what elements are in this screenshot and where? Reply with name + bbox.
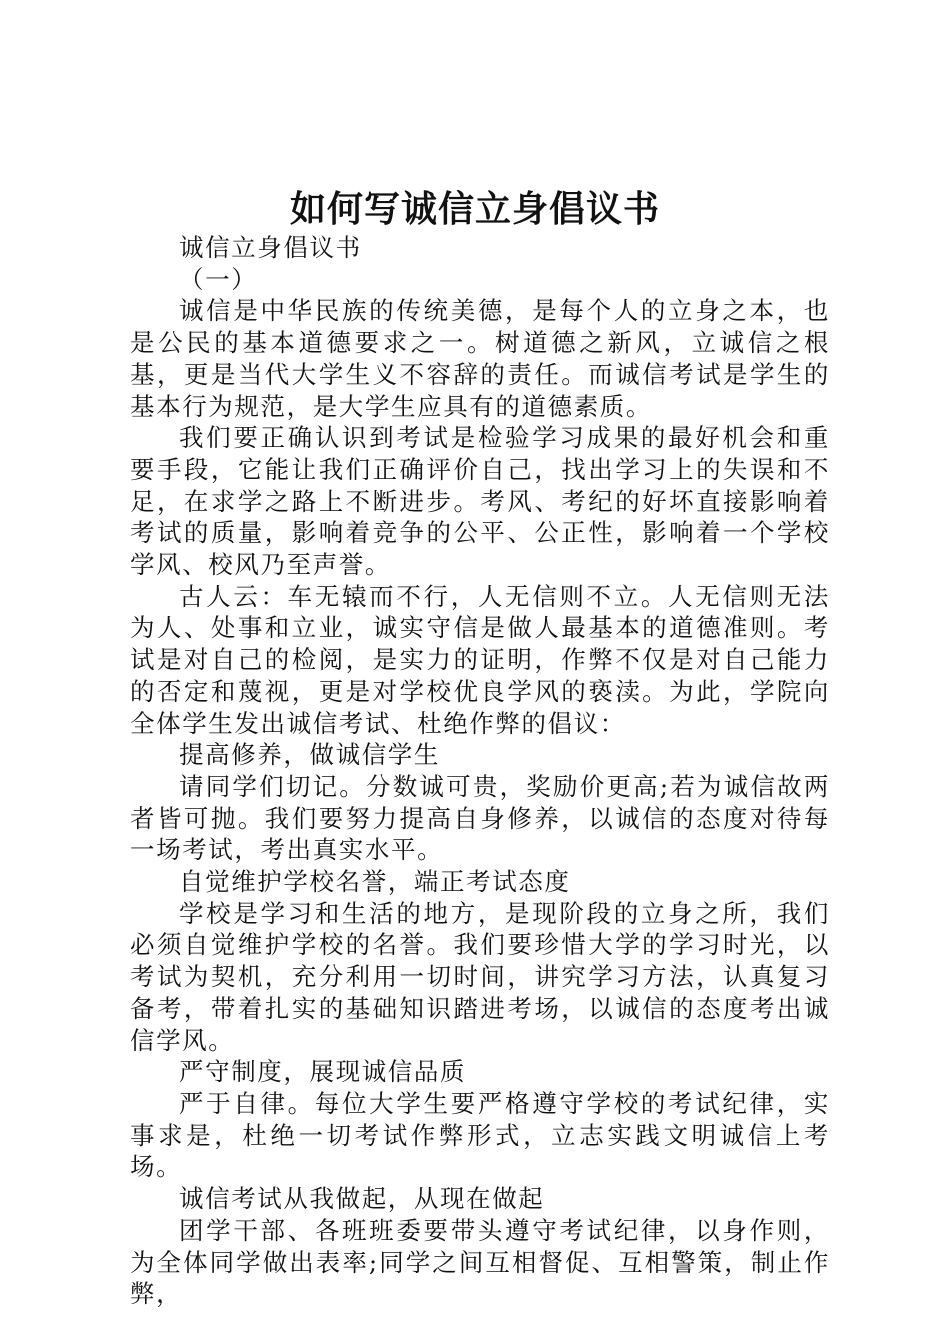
document-body — [130, 232, 830, 1310]
doc-heading: 提高修养，做诚信学生 — [179, 740, 440, 770]
document-title: 如何写诚信立身倡议书 — [289, 188, 660, 230]
doc-heading: 严守制度，展现诚信品质 — [179, 1057, 467, 1087]
doc-heading: 自觉维护学校名誉，端正考试态度 — [179, 867, 571, 897]
doc-paragraph: 严于自律。每位大学生要严格遵守学校的考试纪律，实事求是，杜绝一切考试作弊形式，立志实践文明诚信上考场。 — [130, 1088, 830, 1182]
doc-paragraph: 诚信是中华民族的传统美德，是每个人的立身之本，也是公民的基本道德要求之一。树道德之新风，立诚信之根基，更是当代大学生义不容辞的责任。而诚信考试是学生的基本行为规范，是大学生应具有的道德素质。 — [130, 296, 830, 421]
doc-paragraph: 古人云：车无辕而不行，人无信则不立。人无信则无法为人、处事和立业，诚实守信是做人最基本的道德准则。考试是对自己的检阅，是实力的证明，作弊不仅是对自己能力的否定和蔑视，更是对学校优良学风的亵渎。为此，学院向全体学生发出诚信考试、杜绝作弊的倡议： — [130, 581, 830, 738]
doc-heading: 诚信考试从我做起，从现在做起 — [179, 1184, 545, 1214]
doc-paragraph: 请同学们切记。分数诚可贵，奖励价更高;若为诚信故两者皆可抛。我们要努力提高自身修养，以诚信的态度对待每一场考试，考出真实水平。 — [130, 771, 830, 865]
doc-paragraph: 团学干部、各班班委要带头遵守考试纪律，以身作则，为全体同学做出表率;同学之间互相督促、互相警策，制止作弊， — [130, 1215, 830, 1309]
doc-paragraph: 我们要正确认识到考试是检验学习成果的最好机会和重要手段，它能让我们正确评价自己，找出学习上的失误和不足，在求学之路上不断进步。考风、考纪的好坏直接影响着考试的质量，影响着竞争的公平、公正性，影响着一个学校学风、校风乃至声誉。 — [130, 423, 830, 580]
doc-subtitle: 诚信立身倡议书 — [179, 233, 362, 262]
doc-section-number: （一） — [179, 264, 258, 294]
doc-paragraph: 学校是学习和生活的地方，是现阶段的立身之所，我们必须自觉维护学校的名誉。我们要珍惜大学的学习时光，以考试为契机，充分利用一切时间，讲究学习方法，认真复习备考，带着扎实的基础知识踏进考场，以诚信的态度考出诚信学风。 — [130, 898, 830, 1055]
